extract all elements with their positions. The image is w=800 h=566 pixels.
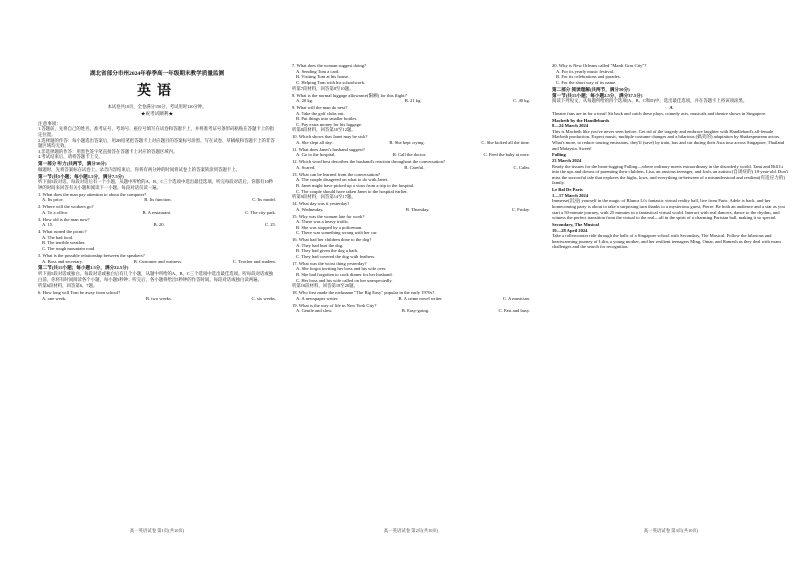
option[interactable]: A. Boss and secretary. [42,258,83,264]
passage-intro: Theatre fans are in for a treat! Sit back and catch these plays, comedy acts, musicals and theatre shows in Singapore. [552,110,767,116]
option[interactable]: B. Its function. [144,197,172,203]
option[interactable]: C. Fast and busy. [498,308,530,314]
option[interactable]: A. A newspaper writer. [296,295,339,301]
part1-title: 第一部分 听力(共两节，满分30分) [38,161,107,167]
question-stem: 12. Which word best describes the husband's reaction throughout the conversation? [292,159,445,165]
page-column-1 [38,62,276,534]
options-row [38,222,276,228]
subject-title: 英语 [137,83,177,99]
option[interactable]: A. Go to the hospital. [296,152,336,158]
option[interactable]: C. six weeks. [251,295,276,301]
question-stem: 4. What ruined the picnic? [38,229,87,235]
option[interactable]: A. Scared. [296,164,316,170]
option[interactable]: C. A musician. [502,295,530,301]
options-row [38,259,276,265]
option[interactable]: A. Sending Tom a card. [296,68,340,74]
option[interactable]: B. They had given the dog a bath. [296,248,359,254]
part1-note: 做题时，先将答案标在试卷上。录音内容结束后，你将有两分钟的时间将试卷上的答案转涂到答题卡上。 [38,166,240,172]
option[interactable]: B. Put things into smaller bottles. [296,116,358,122]
option[interactable]: C. She kicked all the time. [481,139,530,145]
option[interactable]: C. Pay extra money for his luggage. [296,121,363,127]
material-instruction: 听第9段材料，回答第14至17题。 [292,194,356,200]
question-stem: 11. What does Janet's husband suggest? [292,146,365,152]
show-text: Ready the tissues for the heart-tugging Falling—where ordinary meets extraordinary in the disorderly world. Tami and Bill Li into the ups and downs of parenting their children, Lisa, an anxious teenager, and Josh, an autistic(自闭症的) 18-year-old. Don't miss the sorrowful tale that explores the highs, lows, and everything in-between of a misunderstood and resilient(有适应力的) family. [552,163,788,186]
question-stem: 14. What day was it yesterday? [292,201,350,207]
option[interactable]: C. Calm. [513,164,530,170]
option[interactable]: B. She kept crying. [389,139,425,145]
options-row [292,98,530,104]
material-instruction: 听第7段材料，回答第8至10题。 [292,85,354,91]
note-item: 4.考试结束后，请将答题卡上交。 [38,154,103,160]
option[interactable]: A. Its price. [42,197,64,203]
show-date: 8—24 March 2024 [552,123,589,129]
options-row [292,165,530,171]
option[interactable]: A. She slept all day. [296,139,333,145]
option[interactable]: B. Careful. [404,164,425,170]
option[interactable]: B. Easy-going. [401,308,430,314]
option[interactable]: C. Her boss and his wife called on her unexpectedly. [296,277,393,283]
option[interactable]: A. To a office. [42,209,69,215]
option[interactable]: B. two weeks. [145,295,172,301]
options-row [38,197,276,203]
option[interactable]: B. She had forgotten to cook dinner for her husband. [296,272,393,278]
show-text: Take a rollercoaster ride through the halls of a Singapore school with Secondary, The Musical. Follow the hilarious and heartwarming journey of Lilin, a young mother, and her resilient teenagers Ming, Omar, and Ramesh as they deal with exam challenges and the search for recognition. [552,233,781,250]
option[interactable]: C. There was something wrong with her car. [296,230,378,236]
page-footer: 高一英语试卷 第3页(共10页) [643,528,699,534]
question-stem: 9. What will the man do next? [292,105,348,111]
option[interactable]: C. Friday. [511,206,530,212]
option[interactable]: A. Gentle and slow. [296,308,333,314]
option[interactable]: A. one week. [42,295,67,301]
option[interactable]: C. 40 kg. [513,98,530,104]
section1-title: 第一节(共5小题；每小题1.5分，满分7.5分) [38,173,124,179]
note-item: 2.选择题的作答：每小题选出答案后，用2B铅笔把答题卡上对应题目的答案标号涂黑。写在试卷、草稿纸和答题卡上的非答题区域均无效。 [38,137,275,149]
show-title: Le Bal De Paris [552,187,583,193]
option[interactable]: C. Its model. [252,197,276,203]
option[interactable]: A. There was a heavy traffic. [296,219,350,225]
options-row [292,207,530,213]
exam-meta: 本试卷共10页，全卷满分150分，考试用时120分钟。 [107,103,207,109]
question-stem: 17. What was the worst thing yesterday? [292,260,367,266]
options-row [292,140,530,146]
material-instruction: 听第10段材料，回答第18至20题。 [292,283,358,289]
question-stem: 2. Where will the workers go? [38,204,94,210]
option[interactable]: B. Customer and waitress. [133,258,183,264]
show-text: This is Macbeth like you've never seen before. Get rid of the tragedy and embrace laughter with Handlebard's all-female Macbeth production. Expect music, multiple costume changes and a hilarious (搞笑的) adaptation by Shakespearean actors. What's more, to reduce touring emissions, they'll (save) by train, bus and car during their Asia tour across Singapore, Thailand and Malaysia. Sweet! [552,128,785,151]
options-row [292,152,530,158]
section2-note: 听下面5段对话或独白。每段对话或独白后有几个小题，从题中所给的A、B、C三个选项中选出最佳选项。听每段对话或独白前，你将有时间阅读各个小题，每小题5秒钟；听完后，各小题将给出5秒钟的作答时间。每段对话或独白读两遍。 [38,271,274,282]
option[interactable]: C. They had covered the dog with feathers. [296,253,376,259]
option[interactable]: B. Thursday. [405,206,430,212]
show-title: Macbeth by the Handlebards [552,117,610,123]
notes-title: 注意事项： [38,120,61,126]
question-stem: 1. What does the man pay attention to about the computer? [38,191,147,197]
option[interactable]: B. Call the doctor. [392,152,427,158]
option[interactable]: C. Feed the baby at once. [483,152,530,158]
option[interactable]: A. They had hurt the dog. [296,242,344,248]
option[interactable]: B. She was stopped by a policeman. [296,224,363,230]
option[interactable]: A. Take the golf clubs out. [296,110,345,116]
note-item: 1.答题前，先将自己的姓名、准考证号、考场号、座位号填写在试卷和答题卡上，并将准考证号条形码粘贴在答题卡上的指定位置。 [38,126,275,137]
question-stem: 16. What had her children done to the dog? [292,237,372,243]
passage-letter: A [669,105,673,111]
question-stem: 13. What can be learned from the conversation? [292,171,380,177]
question-stem: 18. Who first made the nickname "The Big Easy" popular in the early 1970s? [292,290,435,296]
page-footer: 高一英语试卷 第2页(共10页) [383,528,439,534]
question-stem: 19. What is the way of life in New York City? [292,302,377,308]
exam-sheet [30,62,786,534]
option[interactable]: C. Teacher and student. [232,258,276,264]
option[interactable]: C. The city park. [245,209,276,215]
exam-header: 湖北省部分市州2024年春季高一年级期末教学质量监测 [89,71,225,77]
options-row [38,296,276,302]
option[interactable]: B. The terrible weather. [42,240,86,246]
question-stem: 7. What does the woman suggest doing? [292,63,367,69]
question-stem: 6. How long will Tom be away from school? [38,290,121,296]
question-stem: 8. What is the normal luggage allowance(限额) for this flight? [292,92,407,98]
option[interactable]: B. 20. [153,222,165,228]
show-title: Secondary, The Musical [552,222,600,228]
good-luck-line: ★祝考试顺利★ [140,111,174,117]
question-stem: 10. Which shows that Janet may be sick? [292,134,368,140]
show-text: Immerse(沉浸) yourself in the magic of Blanca Li's fantastic virtual reality ball, live from Paris. Adele is back, and her homecoming party is about to take a surprising turn thanks to a mysterious guest, Pierre. Be both an audience and a star as you start a 50-minute journey, with 25 minutes in a fantastical virtual world. Interact with real dancers, dance to the rhythm, and witness the perfect transition from the virtual to the real—all in the spirit of a charming Parisian ball, making it so special. [552,198,785,221]
option[interactable]: B. Visiting Tom at his house. [296,74,350,80]
options-row [38,210,276,216]
show-date: 19—28 April 2024 [552,227,588,233]
option[interactable]: B. For its celebrations and parades. [556,74,621,80]
option[interactable]: B. A restaurant. [142,209,172,215]
part2-section1-title: 第一节(共15小题；每小题2.5分，满分37.5分) [552,92,643,98]
option[interactable]: C. 25. [264,222,276,228]
option[interactable]: B. 21 kg. [404,98,422,104]
question-stem: 15. Why was the woman late for work? [292,213,365,219]
option[interactable]: A. For its yearly music festival. [556,68,615,74]
note-item: 3.非选择题的作答：用黑色签字笔直接答在答题卡上对应的答题区域内。 [38,148,178,154]
show-title: Falling [552,152,566,158]
option[interactable]: A. Wednesday. [296,206,324,212]
show-date: 23 March 2024 [552,157,582,163]
section1-note: 听下面5段对话。每段对话后有一个小题，从题中所给的A、B、C三个选项中选出最佳选项。听完每段对话后，你都有10秒钟的时间来回答有关小题和阅读下一小题。每段对话仅读一遍。 [38,179,274,190]
page-column-3 [552,62,790,534]
options-row [292,308,530,314]
section2-title: 第二节(共15小题；每小题1.5分，满分22.5分) [38,265,129,271]
option[interactable]: B. A crime novel writer. [398,295,443,301]
option[interactable]: C. The couple should have taken Janet to the hospital earlier. [296,188,408,194]
option[interactable]: A. The couple disagreed on what to do with Janet. [296,177,389,183]
page-footer: 高一英语试卷 第1页(共10页) [129,528,185,534]
part2-note: 阅读下列短文，从每题所给的四个选项(A、B、C和D)中，选出最佳选项，并在答题卡上将该项涂黑。 [552,98,748,104]
option[interactable]: C. Helping Tom with his schoolwork. [296,80,366,86]
material-instruction: 听第6段材料，回答第6、7题。 [38,283,98,289]
page-column-2 [292,62,530,534]
option[interactable]: A. 20 kg. [296,98,314,104]
option[interactable]: C. The rough mountain road. [42,246,96,252]
option[interactable]: A. 15. [42,222,54,228]
options-row [292,296,530,302]
question-stem: 5. What is the possible relationship between the speakers? [38,252,145,258]
option[interactable]: C. For the short way of its name. [556,80,617,86]
option[interactable]: A. The bad food. [42,234,74,240]
material-instruction: 听第8段材料，回答第10至12题。 [292,127,356,133]
part2-title: 第二部分 阅读理解(共两节，满分50分) [552,86,630,92]
option[interactable]: A. She forgot inviting her boss and his wife over. [296,266,387,272]
option[interactable]: B. Janet might have picked up a virus from a trip to the hospital. [296,182,415,188]
show-date: 1—17 March 2024 [552,192,589,198]
question-stem: 20. Why is New Orleans called "Mardi Gras City"? [552,63,647,69]
question-stem: 3. How old is the man now? [38,216,90,222]
